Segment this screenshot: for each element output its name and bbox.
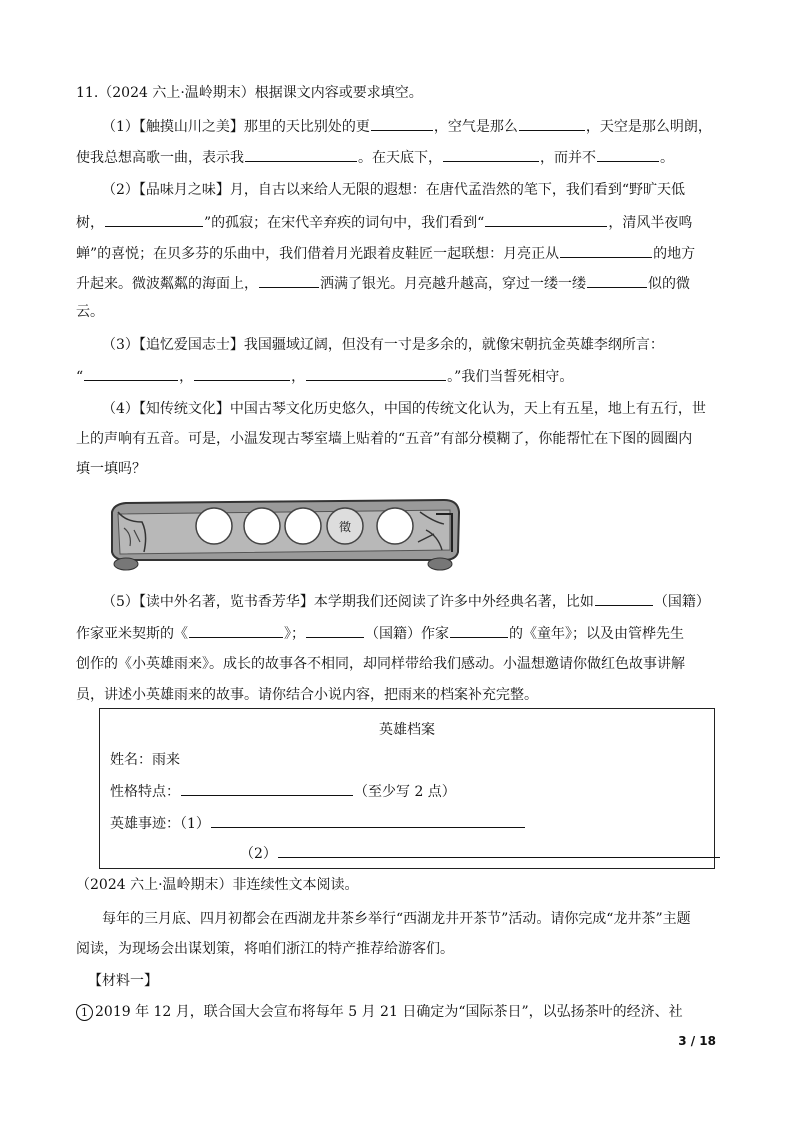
profile-traits: 性格特点： （至少写 2 点） [110, 781, 456, 801]
q11-part2-line3: 蝉”的喜悦；在贝多芬的乐曲中，我们借着月光跟着皮鞋匠一起联想：月亮正从 的地方 [76, 243, 695, 263]
answer-blank[interactable] [560, 243, 652, 258]
answer-blank[interactable] [245, 147, 357, 162]
item-number-circle: 1 [76, 1004, 93, 1021]
q11-part4-line2: 上的声响有五音。可是，小温发现古琴室墙上贴着的“五音”有部分模糊了，你能帮忙在下图的圆圈内 [76, 431, 693, 447]
q11-part5-line1: （5）【读中外名著，览书香芳华】本学期我们还阅读了许多中外经典名著，比如 （国籍） [102, 591, 710, 611]
profile-deeds-1: 英雄事迹：（1） [110, 813, 526, 833]
reading-header: （2024 六上·温岭期末）非连续性文本阅读。 [76, 877, 359, 893]
material-1-label: 【材料一】 [88, 973, 158, 989]
answer-blank[interactable] [450, 623, 508, 638]
hero-profile-box [99, 708, 715, 869]
answer-blank[interactable] [259, 273, 319, 288]
q11-part5-line2: 作家亚米契斯的《 》； （国籍）作家 的《童年》；以及由管桦先生 [76, 623, 684, 643]
profile-title: 英雄档案 [379, 722, 435, 738]
answer-blank[interactable] [587, 273, 647, 288]
guqin-illustration [104, 494, 464, 574]
qin-circle-3 [285, 508, 321, 544]
answer-blank[interactable] [485, 212, 607, 227]
deeds-blank-2[interactable] [278, 843, 720, 858]
answer-blank[interactable] [519, 116, 585, 131]
q11-part4-line3: 填一填吗？ [76, 461, 146, 477]
qin-circle-2 [244, 508, 280, 544]
reading-intro-1: 每年的三月底、四月初都会在西湖龙井茶乡举行“西湖龙井开茶节”活动。请你完成“龙井茶”主题 [102, 911, 691, 927]
qin-circle-5 [377, 508, 413, 544]
q11-part3-line2: “ ， ， 。”我们当誓死相守。 [76, 366, 573, 386]
page-number: 3 / 18 [678, 1034, 716, 1048]
q11-part4-line1: （4）【知传统文化】中国古琴文化历史悠久，中国的传统文化认为，天上有五星，地上有五行，世 [102, 401, 706, 417]
question-11-header: 11.（2024 六上·温岭期末）根据课文内容或要求填空。 [76, 85, 423, 101]
traits-blank[interactable] [181, 781, 353, 796]
q11-part2-line5: 云。 [76, 304, 104, 320]
answer-blank[interactable] [306, 623, 364, 638]
answer-blank[interactable] [84, 366, 178, 381]
answer-blank[interactable] [189, 623, 283, 638]
q11-part5-line3: 创作的《小英雄雨来》。成长的故事各不相同，却同样带给我们感动。小温想邀请你做红色故事讲解 [76, 656, 685, 672]
answer-blank[interactable] [105, 212, 203, 227]
q11-part3-line1: （3）【追忆爱国志士】我国疆域辽阔，但没有一寸是多余的，就像宋朝抗金英雄李纲所言： [102, 337, 664, 353]
q11-part5-line4: 员，讲述小英雄雨来的故事。请你结合小说内容，把雨来的档案补充完整。 [76, 687, 538, 703]
q11-part1-line2: 使我总想高歌一曲，表示我 。在天底下， ，而并不 。 [76, 147, 674, 167]
answer-blank[interactable] [371, 116, 433, 131]
answer-blank[interactable] [306, 366, 446, 381]
q11-part2-line1: （2）【品味月之味】月，自古以来给人无限的遐想：在唐代孟浩然的笔下，我们看到“野旷天低 [102, 182, 686, 198]
reading-intro-2: 阅读，为现场会出谋划策，将咱们浙江的特产推荐给游客们。 [76, 941, 454, 957]
qin-known-note: 徵 [338, 520, 352, 534]
qin-circle-1 [196, 508, 232, 544]
profile-deeds-2: （2） [240, 843, 721, 863]
answer-blank[interactable] [443, 147, 539, 162]
answer-blank[interactable] [194, 366, 290, 381]
deeds-blank-1[interactable] [211, 813, 525, 828]
answer-blank[interactable] [597, 147, 659, 162]
answer-blank[interactable] [595, 591, 653, 606]
profile-name: 姓名：雨来 [110, 752, 180, 768]
q11-part1-line1: （1）【触摸山川之美】那里的天比别处的更 ，空气是那么 ，天空是那么明朗， [102, 116, 712, 136]
q11-part2-line2: 树， ”的孤寂；在宋代辛弃疾的词句中，我们看到“ ，清风半夜鸣 [76, 212, 692, 232]
q11-part2-line4: 升起来。微波粼粼的海面上， 洒满了银光。月亮越升越高，穿过一缕一缕 似的微 [76, 273, 690, 293]
material-1-item-1: 1 2019 年 12 月，联合国大会宣布将每年 5 月 21 日确定为“国际茶日”，以弘扬茶叶的经济、社 [76, 1003, 683, 1021]
